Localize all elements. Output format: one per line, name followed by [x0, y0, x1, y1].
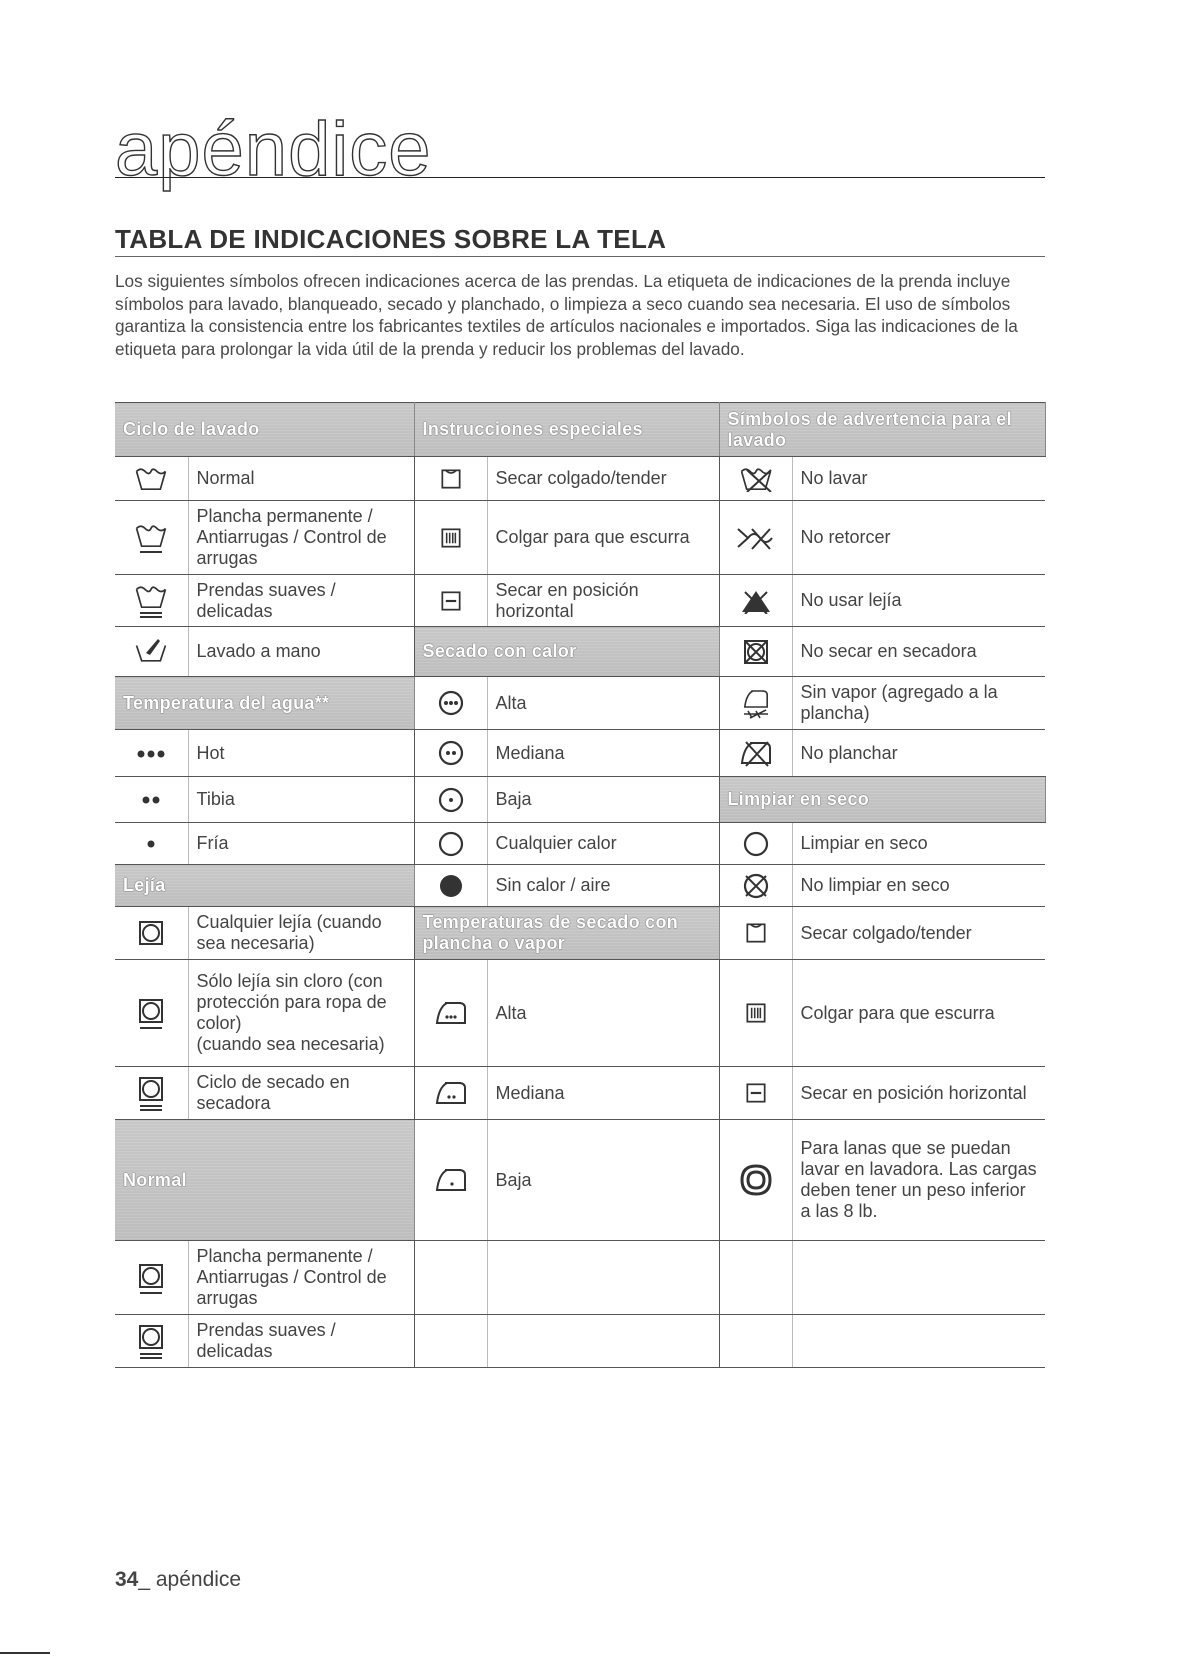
cell-lejia-sin-cloro: Sólo lejía sin cloro (con protección para ropa de color) (cuando sea necesaria) — [188, 960, 414, 1067]
cell-prendas-suaves-2: Prendas suaves / delicadas — [188, 1315, 414, 1368]
cell-normal: Normal — [188, 457, 414, 501]
cell-tibia: Tibia — [188, 777, 414, 823]
cell-no-limpiar-seco: No limpiar en seco — [792, 865, 1045, 907]
empty-cell — [487, 1241, 719, 1315]
delicate-wash-icon — [134, 584, 168, 618]
cell-sin-calor: Sin calor / aire — [487, 865, 719, 907]
header-temp-plancha: Temperaturas de secado con plancha o vapor — [414, 907, 719, 960]
cell-sin-vapor: Sin vapor (agregado a la plancha) — [792, 677, 1045, 730]
cell-secado-baja: Baja — [487, 777, 719, 823]
cell-secar-colgado: Secar colgado/tender — [487, 457, 719, 501]
cold-water-icon — [145, 838, 157, 850]
cell-fria: Fría — [188, 823, 414, 865]
iron-low-icon — [431, 1165, 471, 1195]
cell-plancha-permanente: Plancha permanente / Antiarrugas / Control de arrugas — [188, 501, 414, 575]
wash-tub-icon — [134, 466, 168, 492]
heading-rule — [115, 256, 1045, 257]
cell-plancha-alta: Alta — [487, 960, 719, 1067]
intro-paragraph: Los siguientes símbolos ofrecen indicaciones acerca de las prendas. La etiqueta de indicaciones de la prenda incluye símbolos para lavado, blanqueado, secado y planchado, o limpieza a seco cuando sea necesaria. El uso de símbolos garantiza la consistencia entre los fabricantes textiles de artículos nacionales e importados. Siga las indicaciones de la etiqueta para prolongar la vida útil de la prenda y reducir los problemas del lavado. — [115, 271, 1018, 359]
header-normal: Normal — [115, 1120, 414, 1241]
header-ciclo-lavado: Ciclo de lavado — [115, 403, 414, 457]
cell-plancha-baja: Baja — [487, 1120, 719, 1241]
tumble-dry-low-icon — [436, 785, 466, 815]
cell-limpiar-seco: Limpiar en seco — [792, 823, 1045, 865]
empty-cell — [792, 1241, 1045, 1315]
header-instrucciones-especiales: Instrucciones especiales — [414, 403, 719, 457]
title-rule — [115, 177, 1045, 178]
header-temperatura-agua: Temperatura del agua** — [115, 677, 414, 730]
dry-flat-icon — [743, 1080, 769, 1106]
non-chlorine-bleach-icon — [136, 996, 166, 1030]
do-not-dry-clean-icon — [741, 871, 771, 901]
cell-no-usar-lejia: No usar lejía — [792, 575, 1045, 627]
empty-cell — [792, 1315, 1045, 1368]
do-not-tumble-dry-icon — [741, 637, 771, 667]
iron-medium-icon — [431, 1078, 471, 1108]
tumble-dry-high-icon — [436, 688, 466, 718]
cell-cualquier-lejia: Cualquier lejía (cuando sea necesaria) — [188, 907, 414, 960]
cell-no-planchar: No planchar — [792, 730, 1045, 777]
drip-dry-icon — [743, 1000, 769, 1026]
header-limpiar-seco: Limpiar en seco — [719, 777, 1045, 823]
cell-plancha-permanente-2: Plancha permanente / Antiarrugas / Control de arrugas — [188, 1241, 414, 1315]
header-simbolos-advertencia: Símbolos de advertencia para el lavado — [719, 403, 1045, 457]
no-steam-icon — [736, 687, 776, 719]
section-heading: TABLA DE INDICACIONES SOBRE LA TELA — [115, 224, 667, 254]
dry-flat-icon — [438, 588, 464, 614]
cell-secar-colgado-2: Secar colgado/tender — [792, 907, 1045, 960]
bleach-tumble-cycle-icon — [136, 1074, 166, 1112]
bleach-permanent-press-icon — [136, 1261, 166, 1295]
cell-plancha-mediana: Mediana — [487, 1067, 719, 1120]
cell-no-secar-secadora: No secar en secadora — [792, 627, 1045, 677]
cell-colgar-escurra-2: Colgar para que escurra — [792, 960, 1045, 1067]
cell-colgar-escurra: Colgar para que escurra — [487, 501, 719, 575]
warm-water-icon — [138, 794, 164, 806]
cell-hot: Hot — [188, 730, 414, 777]
empty-cell — [719, 1241, 792, 1315]
cell-no-lavar: No lavar — [792, 457, 1045, 501]
no-heat-air-icon — [436, 871, 466, 901]
cell-secado-mediana: Mediana — [487, 730, 719, 777]
do-not-iron-icon — [736, 738, 776, 768]
hand-wash-icon — [134, 637, 168, 667]
do-not-wring-icon — [734, 525, 778, 551]
page-title: apéndice — [115, 107, 432, 192]
line-dry-icon — [438, 466, 464, 492]
header-secado-calor: Secado con calor — [414, 627, 719, 677]
empty-cell — [414, 1241, 487, 1315]
header-lejia: Lejía — [115, 865, 414, 907]
fabric-care-table — [115, 402, 1046, 1368]
cell-no-retorcer: No retorcer — [792, 501, 1045, 575]
no-bleach-icon — [739, 588, 773, 614]
hot-water-icon — [133, 748, 169, 760]
page-number: 34 — [115, 1568, 139, 1591]
drip-dry-icon — [438, 525, 464, 551]
cell-lanas-lavadora: Para lanas que se puedan lavar en lavadora. Las cargas deben tener un peso inferior a las 8 lb. — [792, 1120, 1045, 1241]
wool-mark-icon — [736, 1160, 776, 1200]
dry-clean-icon — [741, 829, 771, 859]
any-bleach-icon — [136, 918, 166, 948]
cell-secar-horizontal: Secar en posición horizontal — [487, 575, 719, 627]
corner-mark — [0, 1652, 50, 1654]
cell-secar-horizontal-2: Secar en posición horizontal — [792, 1067, 1045, 1120]
bleach-delicate-icon — [136, 1322, 166, 1360]
empty-cell — [414, 1315, 487, 1368]
iron-high-icon — [431, 998, 471, 1028]
empty-cell — [487, 1315, 719, 1368]
cell-cualquier-calor: Cualquier calor — [487, 823, 719, 865]
permanent-press-icon — [134, 523, 168, 553]
page-footer — [115, 1568, 241, 1592]
tumble-dry-any-heat-icon — [436, 829, 466, 859]
empty-cell — [719, 1315, 792, 1368]
footer-label: _ apéndice — [138, 1568, 242, 1591]
line-dry-icon — [743, 920, 769, 946]
cell-prendas-suaves: Prendas suaves / delicadas — [188, 575, 414, 627]
cell-lavado-mano: Lavado a mano — [188, 627, 414, 677]
do-not-wash-icon — [739, 466, 773, 492]
cell-ciclo-secado: Ciclo de secado en secadora — [188, 1067, 414, 1120]
tumble-dry-medium-icon — [436, 738, 466, 768]
cell-secado-alta: Alta — [487, 677, 719, 730]
